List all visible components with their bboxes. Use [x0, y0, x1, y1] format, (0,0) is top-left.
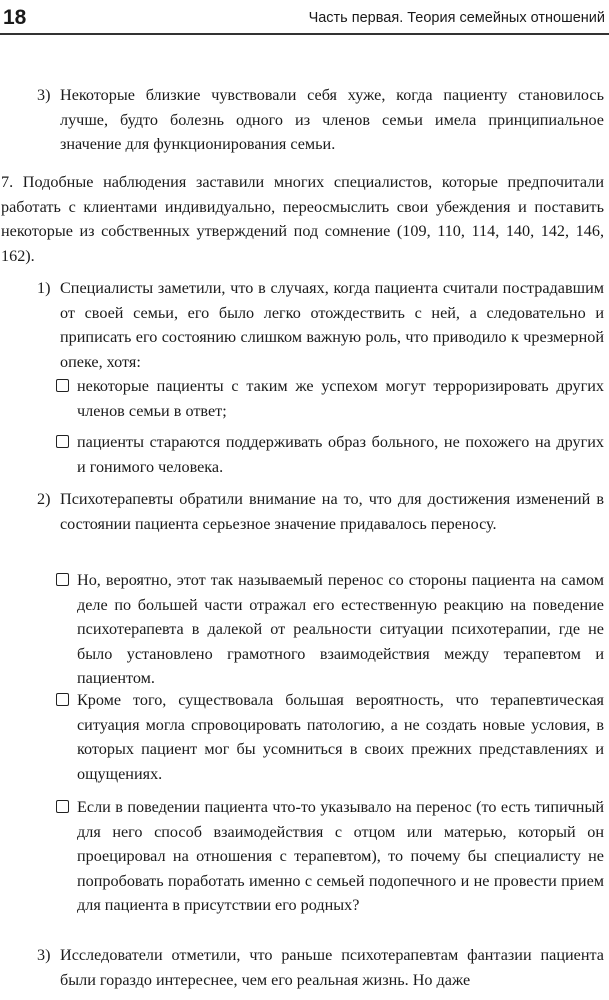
list-number: 3) [37, 86, 51, 104]
bullet-item-text: пациенты стараются поддерживать образ больного, не похожего на других и гонимого человека. [77, 433, 604, 476]
checkbox-bullet-icon [56, 800, 69, 813]
checkbox-bullet-icon [56, 693, 69, 706]
bullet-item-text: Если в поведении пациента что-то указывало на перенос (то есть типичный для него способ взаимодействия с отцом или матерью, который он проецировал на отношения с терапевтом), то почему бы специалисту не попробовать поработать именно с семьей подопечного и не провести прием для пациента в присутствии его родных? [77, 798, 604, 914]
list-item-text: Психотерапевты обратили внимание на то, что для достижения изменений в состоянии пациента серьезное значение придавалось переносу. [60, 490, 604, 533]
bullet-item [56, 430, 604, 479]
list-number: 3) [37, 946, 51, 964]
bullet-item-text: Кроме того, существовала большая вероятность, что терапевтическая ситуация могла спровоцировать патологию, а не создать новые условия, в которых пациент мог бы усомниться в своих прежних представлениях и ощущениях. [77, 691, 604, 783]
checkbox-bullet-icon [56, 435, 69, 448]
bullet-item [56, 795, 604, 918]
checkbox-bullet-icon [56, 573, 69, 586]
list-item-text: Исследователи отметили, что раньше психотерапевтам фантазии пациента были гораздо интереснее, чем его реальная жизнь. Но даже [60, 946, 604, 989]
list-item-3 [37, 83, 604, 157]
running-title: Часть первая. Теория семейных отношений [308, 10, 605, 26]
page-header [3, 4, 605, 32]
bullet-item [56, 688, 604, 786]
header-rule [0, 33, 609, 35]
bullet-item [56, 568, 604, 691]
bullet-item [56, 374, 604, 423]
list-item-3b [37, 943, 604, 992]
list-item-text: Специалисты заметили, что в случаях, когда пациента считали пострадавшим от своей семьи, его было легко отождествить с ней, а следовательно и приписать его состоянию слишком важную роль, что приводило к чрезмерной опеке, хотя: [60, 279, 604, 371]
list-item-1 [37, 276, 604, 374]
list-item-2 [37, 487, 604, 536]
bullet-item-text: Но, вероятно, этот так называемый перенос со стороны пациента на самом деле по большей части отражал его естественную реакцию на поведение психотерапевта в далекой от реальности ситуации психотерапии, где не было установлено грамотного взаимодействия между терапевтом и пациентом. [77, 571, 604, 687]
bullet-item-text: некоторые пациенты с таким же успехом могут терроризировать других членов семьи в ответ; [77, 377, 604, 420]
paragraph-7: 7. Подобные наблюдения заставили многих специалистов, которые предпочитали работать с клиентами индивидуально, переосмыслить свои убеждения и поставить некоторые из собственных утверждений под сомнение (109, 110, 114, 140, 142, 146, 162). [1, 173, 604, 265]
list-item-text: Некоторые близкие чувствовали себя хуже, когда пациенту становилось лучше, будто болезнь одного из членов семьи имела принципиальное значение для функционирования семьи. [60, 86, 604, 153]
list-number: 2) [37, 490, 51, 508]
checkbox-bullet-icon [56, 379, 69, 392]
list-number: 1) [37, 279, 51, 297]
page-number: 18 [3, 6, 27, 29]
